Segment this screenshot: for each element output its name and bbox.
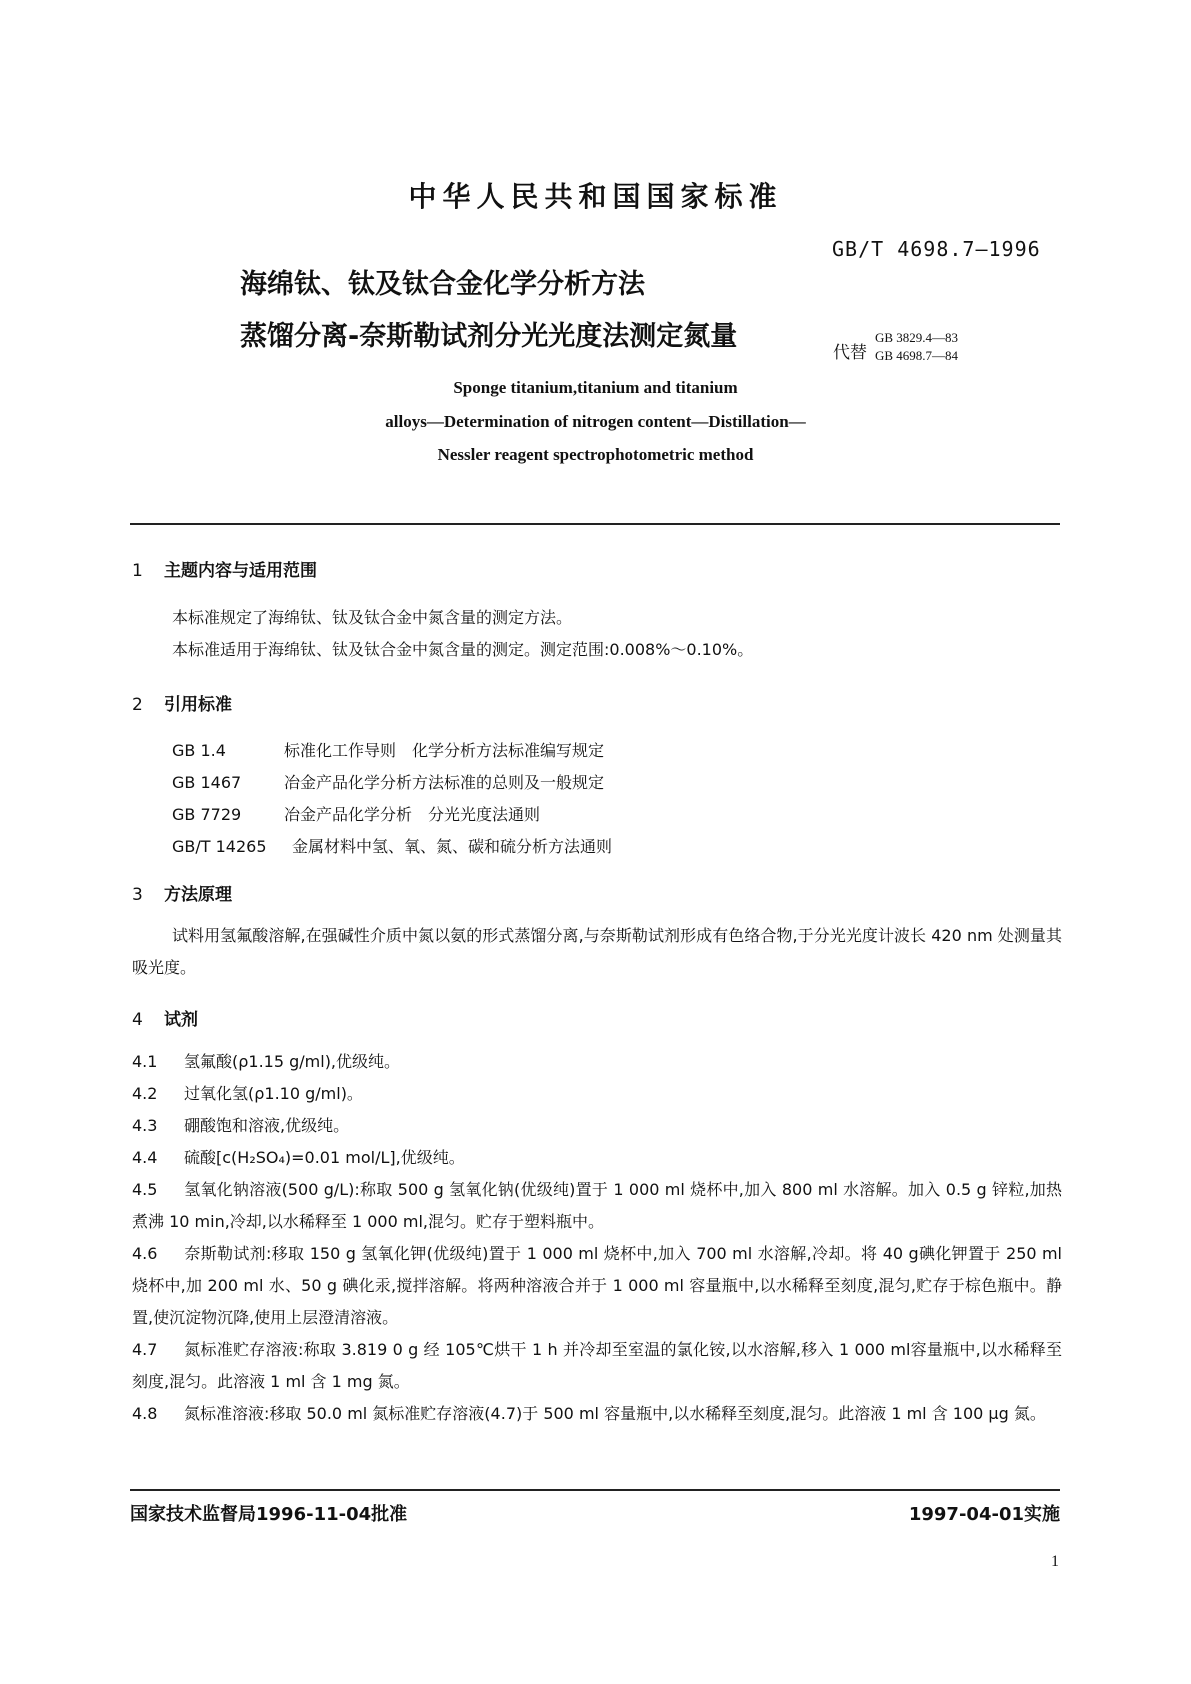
section-4-heading bbox=[132, 1005, 198, 1030]
replaced-standard-2: GB 4698.7—84 bbox=[875, 348, 959, 363]
section-number: 3 bbox=[132, 885, 143, 905]
section-number: 2 bbox=[132, 695, 143, 715]
item-text: 氢氧化钠溶液(500 g/L):称取 500 g 氢氧化钠(优级纯)置于 1 000 ml 烧杯中,加入 800 ml 水溶解。加入 0.5 g 锌粒,加热煮沸 10 min,冷却,以水稀释至 1 000 ml,混匀。贮存于塑料瓶中。 bbox=[132, 1180, 1062, 1231]
reference-title: 冶金产品化学分析 分光光度法通则 bbox=[284, 805, 541, 824]
reagent-item bbox=[132, 1174, 1062, 1238]
reference-item bbox=[172, 834, 612, 857]
reagent-item bbox=[132, 1046, 1062, 1078]
title-en-line2: alloys—Determination of nitrogen content—Distillation— bbox=[385, 412, 806, 431]
item-number: 4.3 bbox=[132, 1116, 158, 1135]
reagent-item bbox=[132, 1110, 1062, 1142]
item-number: 4.2 bbox=[132, 1084, 158, 1103]
reagent-item bbox=[132, 1078, 1062, 1110]
reagent-item bbox=[132, 1238, 1062, 1334]
replaced-standard-1: GB 3829.4—83 bbox=[875, 330, 959, 345]
item-text: 氮标准贮存溶液:称取 3.819 0 g 经 105℃烘干 1 h 并冷却至室温的氯化铵,以水溶解,移入 1 000 ml容量瓶中,以水稀释至刻度,混匀。此溶液 1 ml 含 1 mg 氮。 bbox=[132, 1340, 1062, 1391]
reference-item bbox=[172, 770, 604, 793]
item-number: 4.5 bbox=[132, 1180, 158, 1199]
item-number: 4.4 bbox=[132, 1148, 158, 1167]
section-number: 4 bbox=[132, 1010, 143, 1030]
section-title: 方法原理 bbox=[164, 885, 232, 905]
standard-number: GB/T 4698.7—1996 bbox=[832, 237, 1041, 261]
section-title: 引用标准 bbox=[164, 695, 232, 715]
title-en-line3: Nessler reagent spectrophotometric method bbox=[437, 445, 754, 464]
item-text: 奈斯勒试剂:移取 150 g 氢氧化钾(优级纯)置于 1 000 ml 烧杯中,加入 700 ml 水溶解,冷却。将 40 g碘化钾置于 250 ml 烧杯中,加 200 ml 水、50 g 碘化汞,搅拌溶解。将两种溶液合并于 1 000 ml 容量瓶中,以水稀释至刻度,混匀,贮存于棕色瓶中。静置,使沉淀物沉降,使用上层澄清溶液。 bbox=[132, 1244, 1062, 1327]
reference-title: 标准化工作导则 化学分析方法标准编写规定 bbox=[284, 741, 605, 760]
title-en-line1: Sponge titanium,titanium and titanium bbox=[453, 378, 738, 397]
footer-divider bbox=[130, 1489, 1060, 1491]
item-text: 过氧化氢(ρ1.10 g/ml)。 bbox=[184, 1084, 363, 1103]
section-2-heading bbox=[132, 690, 232, 715]
item-number: 4.8 bbox=[132, 1404, 158, 1423]
item-text: 硫酸[c(H₂SO₄)=0.01 mol/L],优级纯。 bbox=[184, 1148, 465, 1167]
reference-item bbox=[172, 802, 540, 825]
replaces-label: 代替 bbox=[833, 343, 867, 363]
reference-item bbox=[172, 738, 604, 761]
reference-code: GB 7729 bbox=[172, 805, 242, 824]
reagent-item bbox=[132, 1142, 1062, 1174]
section-1-paragraph-1: 本标准规定了海绵钛、钛及钛合金中氮含量的测定方法。 bbox=[172, 608, 573, 627]
reference-title: 金属材料中氢、氧、氮、碳和硫分析方法通则 bbox=[292, 837, 613, 856]
section-title: 主题内容与适用范围 bbox=[164, 561, 317, 581]
approval-date: 国家技术监督局1996-11-04批准 bbox=[130, 1504, 408, 1525]
section-title: 试剂 bbox=[164, 1010, 198, 1030]
item-text: 氢氟酸(ρ1.15 g/ml),优级纯。 bbox=[184, 1052, 401, 1071]
reference-title: 冶金产品化学分析方法标准的总则及一般规定 bbox=[284, 773, 605, 792]
header-divider bbox=[130, 523, 1060, 525]
implementation-date: 1997-04-01实施 bbox=[908, 1504, 1060, 1525]
title-cn-line2: 蒸馏分离-奈斯勒试剂分光光度法测定氮量 bbox=[240, 321, 738, 352]
reference-code: GB/T 14265 bbox=[172, 837, 267, 856]
item-text: 硼酸饱和溶液,优级纯。 bbox=[184, 1116, 350, 1135]
item-number: 4.1 bbox=[132, 1052, 158, 1071]
section-number: 1 bbox=[132, 561, 143, 581]
reagent-item bbox=[132, 1334, 1062, 1398]
reference-code: GB 1467 bbox=[172, 773, 242, 792]
item-text: 氮标准溶液:移取 50.0 ml 氮标准贮存溶液(4.7)于 500 ml 容量瓶中,以水稀释至刻度,混匀。此溶液 1 ml 含 100 μg 氮。 bbox=[184, 1404, 1046, 1423]
section-3-paragraph: 试料用氢氟酸溶解,在强碱性介质中氮以氨的形式蒸馏分离,与奈斯勒试剂形成有色络合物,于分光光度计波长 420 nm 处测量其吸光度。 bbox=[132, 926, 1062, 977]
page-number: 1 bbox=[1051, 1553, 1059, 1570]
section-1-paragraph-2: 本标准适用于海绵钛、钛及钛合金中氮含量的测定。测定范围:0.008%～0.10%。 bbox=[172, 640, 754, 659]
section-1-heading bbox=[132, 556, 317, 581]
reagent-item bbox=[132, 1398, 1062, 1430]
item-number: 4.7 bbox=[132, 1340, 158, 1359]
section-3-heading bbox=[132, 880, 232, 905]
national-standard-heading: 中华人民共和国国家标准 bbox=[408, 180, 783, 213]
title-cn-line1: 海绵钛、钛及钛合金化学分析方法 bbox=[240, 269, 645, 300]
item-number: 4.6 bbox=[132, 1244, 158, 1263]
reference-code: GB 1.4 bbox=[172, 741, 226, 760]
